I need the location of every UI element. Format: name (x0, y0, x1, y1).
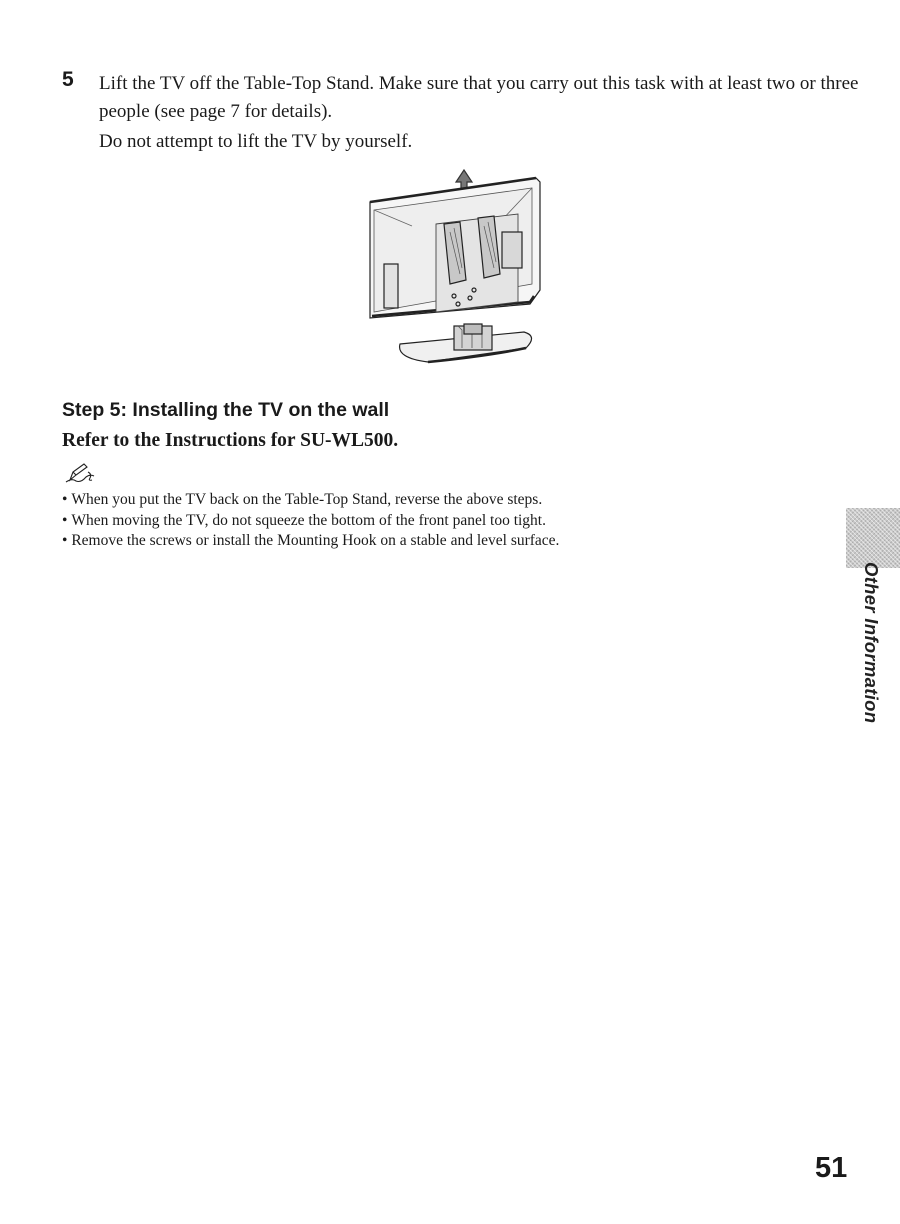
note-item: • When you put the TV back on the Table-Top Stand, reverse the above steps. (62, 490, 559, 511)
tv-lift-illustration (368, 162, 548, 382)
section-heading: Step 5: Installing the TV on the wall (62, 399, 390, 421)
section-tab-marker (846, 508, 900, 568)
notes-list (62, 490, 559, 552)
step-warning: Do not attempt to lift the TV by yourself. (99, 131, 413, 152)
section-tab-label: Other Information (861, 562, 882, 724)
note-item: • Remove the screws or install the Mounting Hook on a stable and level surface. (62, 531, 559, 552)
page-number: 51 (815, 1152, 848, 1184)
section-subheading: Refer to the Instructions for SU-WL500. (62, 430, 399, 451)
step-number: 5 (62, 68, 74, 91)
pencil-note-icon (64, 462, 98, 489)
step-instruction: Lift the TV off the Table-Top Stand. Make sure that you carry out this task with at least two or three people (see page 7 for details). (99, 73, 859, 122)
note-item: • When moving the TV, do not squeeze the bottom of the front panel too tight. (62, 511, 559, 532)
